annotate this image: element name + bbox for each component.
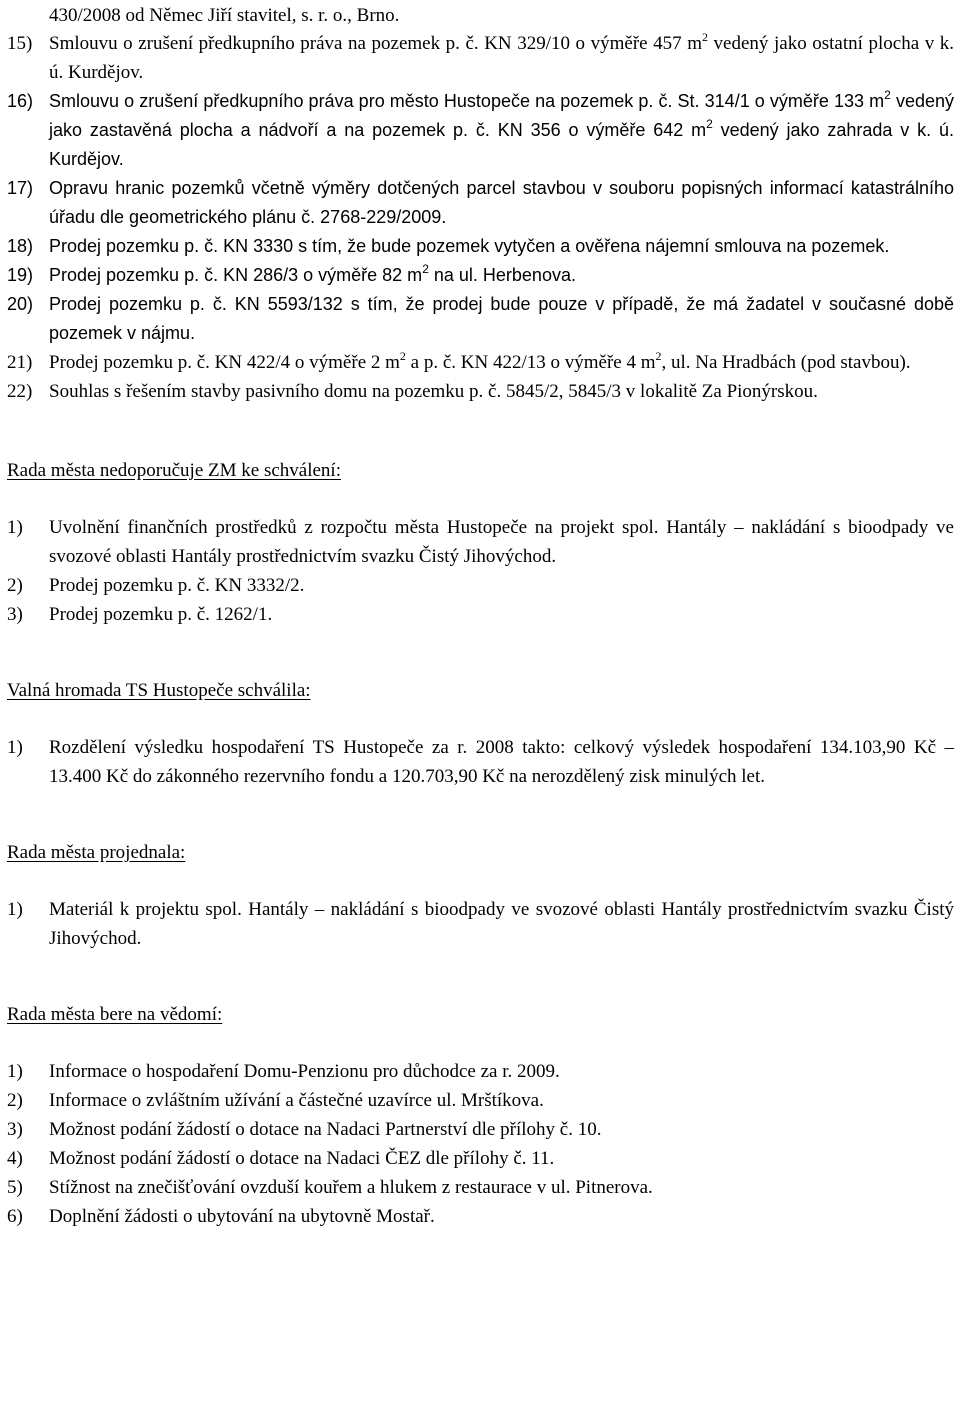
item-text: Prodej pozemku p. č. KN 3332/2.: [49, 575, 305, 596]
item-text: vedený jako ostatní plocha v k. ú. Kurdějov.: [49, 33, 955, 83]
item-number: 1): [7, 517, 23, 538]
item-text: Prodej pozemku p. č. KN 286/3 o výměře 82 m: [49, 265, 423, 285]
list-item: [7, 1173, 954, 1202]
item-number: 16): [7, 91, 34, 111]
item-number: 6): [7, 1206, 23, 1227]
spacer: [7, 953, 954, 1000]
list-item: [7, 1144, 954, 1173]
list-item: [7, 261, 954, 290]
list-item: [7, 232, 954, 261]
spacer: [7, 1029, 954, 1057]
superscript: 2: [702, 29, 708, 44]
spacer: [7, 406, 954, 456]
list-item: [7, 174, 954, 232]
list-item: [7, 29, 954, 87]
list-item: [7, 87, 954, 174]
item-text: Souhlas s řešením stavby pasivního domu na pozemku p. č. 5845/2, 5845/3 v lokalitě Za Pionýrskou.: [49, 381, 818, 402]
item-text: Doplnění žádosti o ubytování na ubytovně Mostař.: [49, 1206, 435, 1227]
list-item: [7, 1202, 954, 1231]
spacer: [7, 485, 954, 513]
spacer: [7, 629, 954, 676]
list-acknowledged: [7, 1057, 954, 1231]
item-text: Materiál k projektu spol. Hantály – nakládání s bioodpady ve svozové oblasti Hantály prostřednictvím svazku Čistý Jihovýchod.: [49, 899, 954, 949]
list-item: [7, 513, 954, 571]
list-item: [7, 1086, 954, 1115]
item-text: Uvolnění finančních prostředků z rozpočtu města Hustopeče na projekt spol. Hantály – nakládání s bioodpady ve svozové oblasti Hantály prostřednictvím svazku Čistý Jihovýchod.: [49, 517, 954, 567]
section-heading-not-recommended: Rada města nedoporučuje ZM ke schválení:: [7, 460, 341, 481]
spacer: [7, 867, 954, 895]
item-text: vedený jako zahrada v k. ú. Kurdějov.: [49, 120, 954, 169]
section-heading-acknowledged: Rada města bere na vědomí:: [7, 1004, 223, 1025]
item-text: Možnost podání žádostí o dotace na Nadaci Partnerství dle přílohy č. 10.: [49, 1119, 602, 1140]
item-number: 22): [7, 381, 33, 402]
item-text: Opravu hranic pozemků včetně výměry dotčených parcel stavbou v souboru popisných informací katastrálního úřadu dle geometrického plánu č. 2768-229/2009.: [49, 178, 954, 227]
list-item: [7, 348, 954, 377]
list-item: [7, 1115, 954, 1144]
item-text: Smlouvu o zrušení předkupního práva na pozemek p. č. KN 329/10 o výměře 457 m: [49, 33, 702, 54]
item-number: 1): [7, 899, 23, 920]
section-heading-general-meeting: Valná hromada TS Hustopeče schválila:: [7, 680, 311, 701]
superscript: 2: [399, 348, 406, 363]
item-text: Prodej pozemku p. č. KN 422/4 o výměře 2 m: [49, 352, 400, 373]
item-number: 3): [7, 1119, 23, 1140]
item-number: 19): [7, 265, 34, 285]
item-number: 1): [7, 737, 23, 758]
item-text: Prodej pozemku p. č. KN 5593/132 s tím, že prodej bude pouze v případě, že má žadatel v současné době pozemek v nájmu.: [49, 294, 954, 343]
continuation-line: 430/2008 od Němec Jiří stavitel, s. r. o., Brno.: [49, 5, 400, 26]
item-number: 20): [7, 294, 34, 314]
item-text: Prodej pozemku p. č. KN 3330 s tím, že bude pozemek vytyčen a ověřena nájemní smlouva na pozemek.: [49, 236, 890, 256]
spacer: [7, 791, 954, 838]
item-number: 21): [7, 352, 33, 373]
spacer: [7, 705, 954, 733]
item-number: 5): [7, 1177, 23, 1198]
item-number: 15): [7, 33, 33, 54]
list-approved-items: [7, 29, 954, 406]
item-text: vedený jako zastavěná plocha a nádvoří a na pozemek p. č. KN 356 o výměře 642 m: [49, 91, 955, 140]
list-not-recommended: [7, 513, 954, 629]
list-item: [7, 600, 954, 629]
item-number: 17): [7, 178, 34, 198]
list-discussed: [7, 895, 954, 953]
list-item: [7, 733, 954, 791]
list-general-meeting: [7, 733, 954, 791]
item-text: Možnost podání žádostí o dotace na Nadaci ČEZ dle přílohy č. 11.: [49, 1148, 555, 1169]
item-number: 4): [7, 1148, 23, 1169]
superscript: 2: [422, 262, 429, 276]
item-text: Rozdělení výsledku hospodaření TS Hustopeče za r. 2008 takto: celkový výsledek hospodaření 134.103,90 Kč – 13.400 Kč do zákonného rezervního fondu a 120.703,90 Kč na nerozdělený zisk minulých let.: [49, 737, 954, 787]
item-number: 1): [7, 1061, 23, 1082]
section-heading-discussed: Rada města projednala:: [7, 842, 186, 863]
item-text: Smlouvu o zrušení předkupního práva pro město Hustopeče na pozemek p. č. St. 314/1 o výměře 133 m: [49, 91, 885, 111]
item-number: 2): [7, 1090, 23, 1111]
list-item: [7, 895, 954, 953]
item-text: Stížnost na znečišťování ovzduší kouřem a hlukem z restaurace v ul. Pitnerova.: [49, 1177, 653, 1198]
list-item: [7, 377, 954, 406]
item-number: 18): [7, 236, 34, 256]
item-text: a p. č. KN 422/13 o výměře 4 m: [405, 352, 656, 373]
list-item: [7, 1057, 954, 1086]
item-number: 3): [7, 604, 23, 625]
superscript: 2: [884, 88, 891, 102]
item-text: , ul. Na Hradbách (pod stavbou).: [661, 352, 911, 373]
item-text: na ul. Herbenova.: [428, 265, 576, 285]
item-text: Informace o zvláštním užívání a částečné uzavírce ul. Mrštíkova.: [49, 1090, 544, 1111]
item-text: Prodej pozemku p. č. 1262/1.: [49, 604, 273, 625]
list-item: [7, 571, 954, 600]
superscript: 2: [655, 348, 662, 363]
item-number: 2): [7, 575, 23, 596]
list-item: [7, 290, 954, 348]
item-text: Informace o hospodaření Domu-Penzionu pro důchodce za r. 2009.: [49, 1061, 560, 1082]
superscript: 2: [706, 117, 713, 131]
